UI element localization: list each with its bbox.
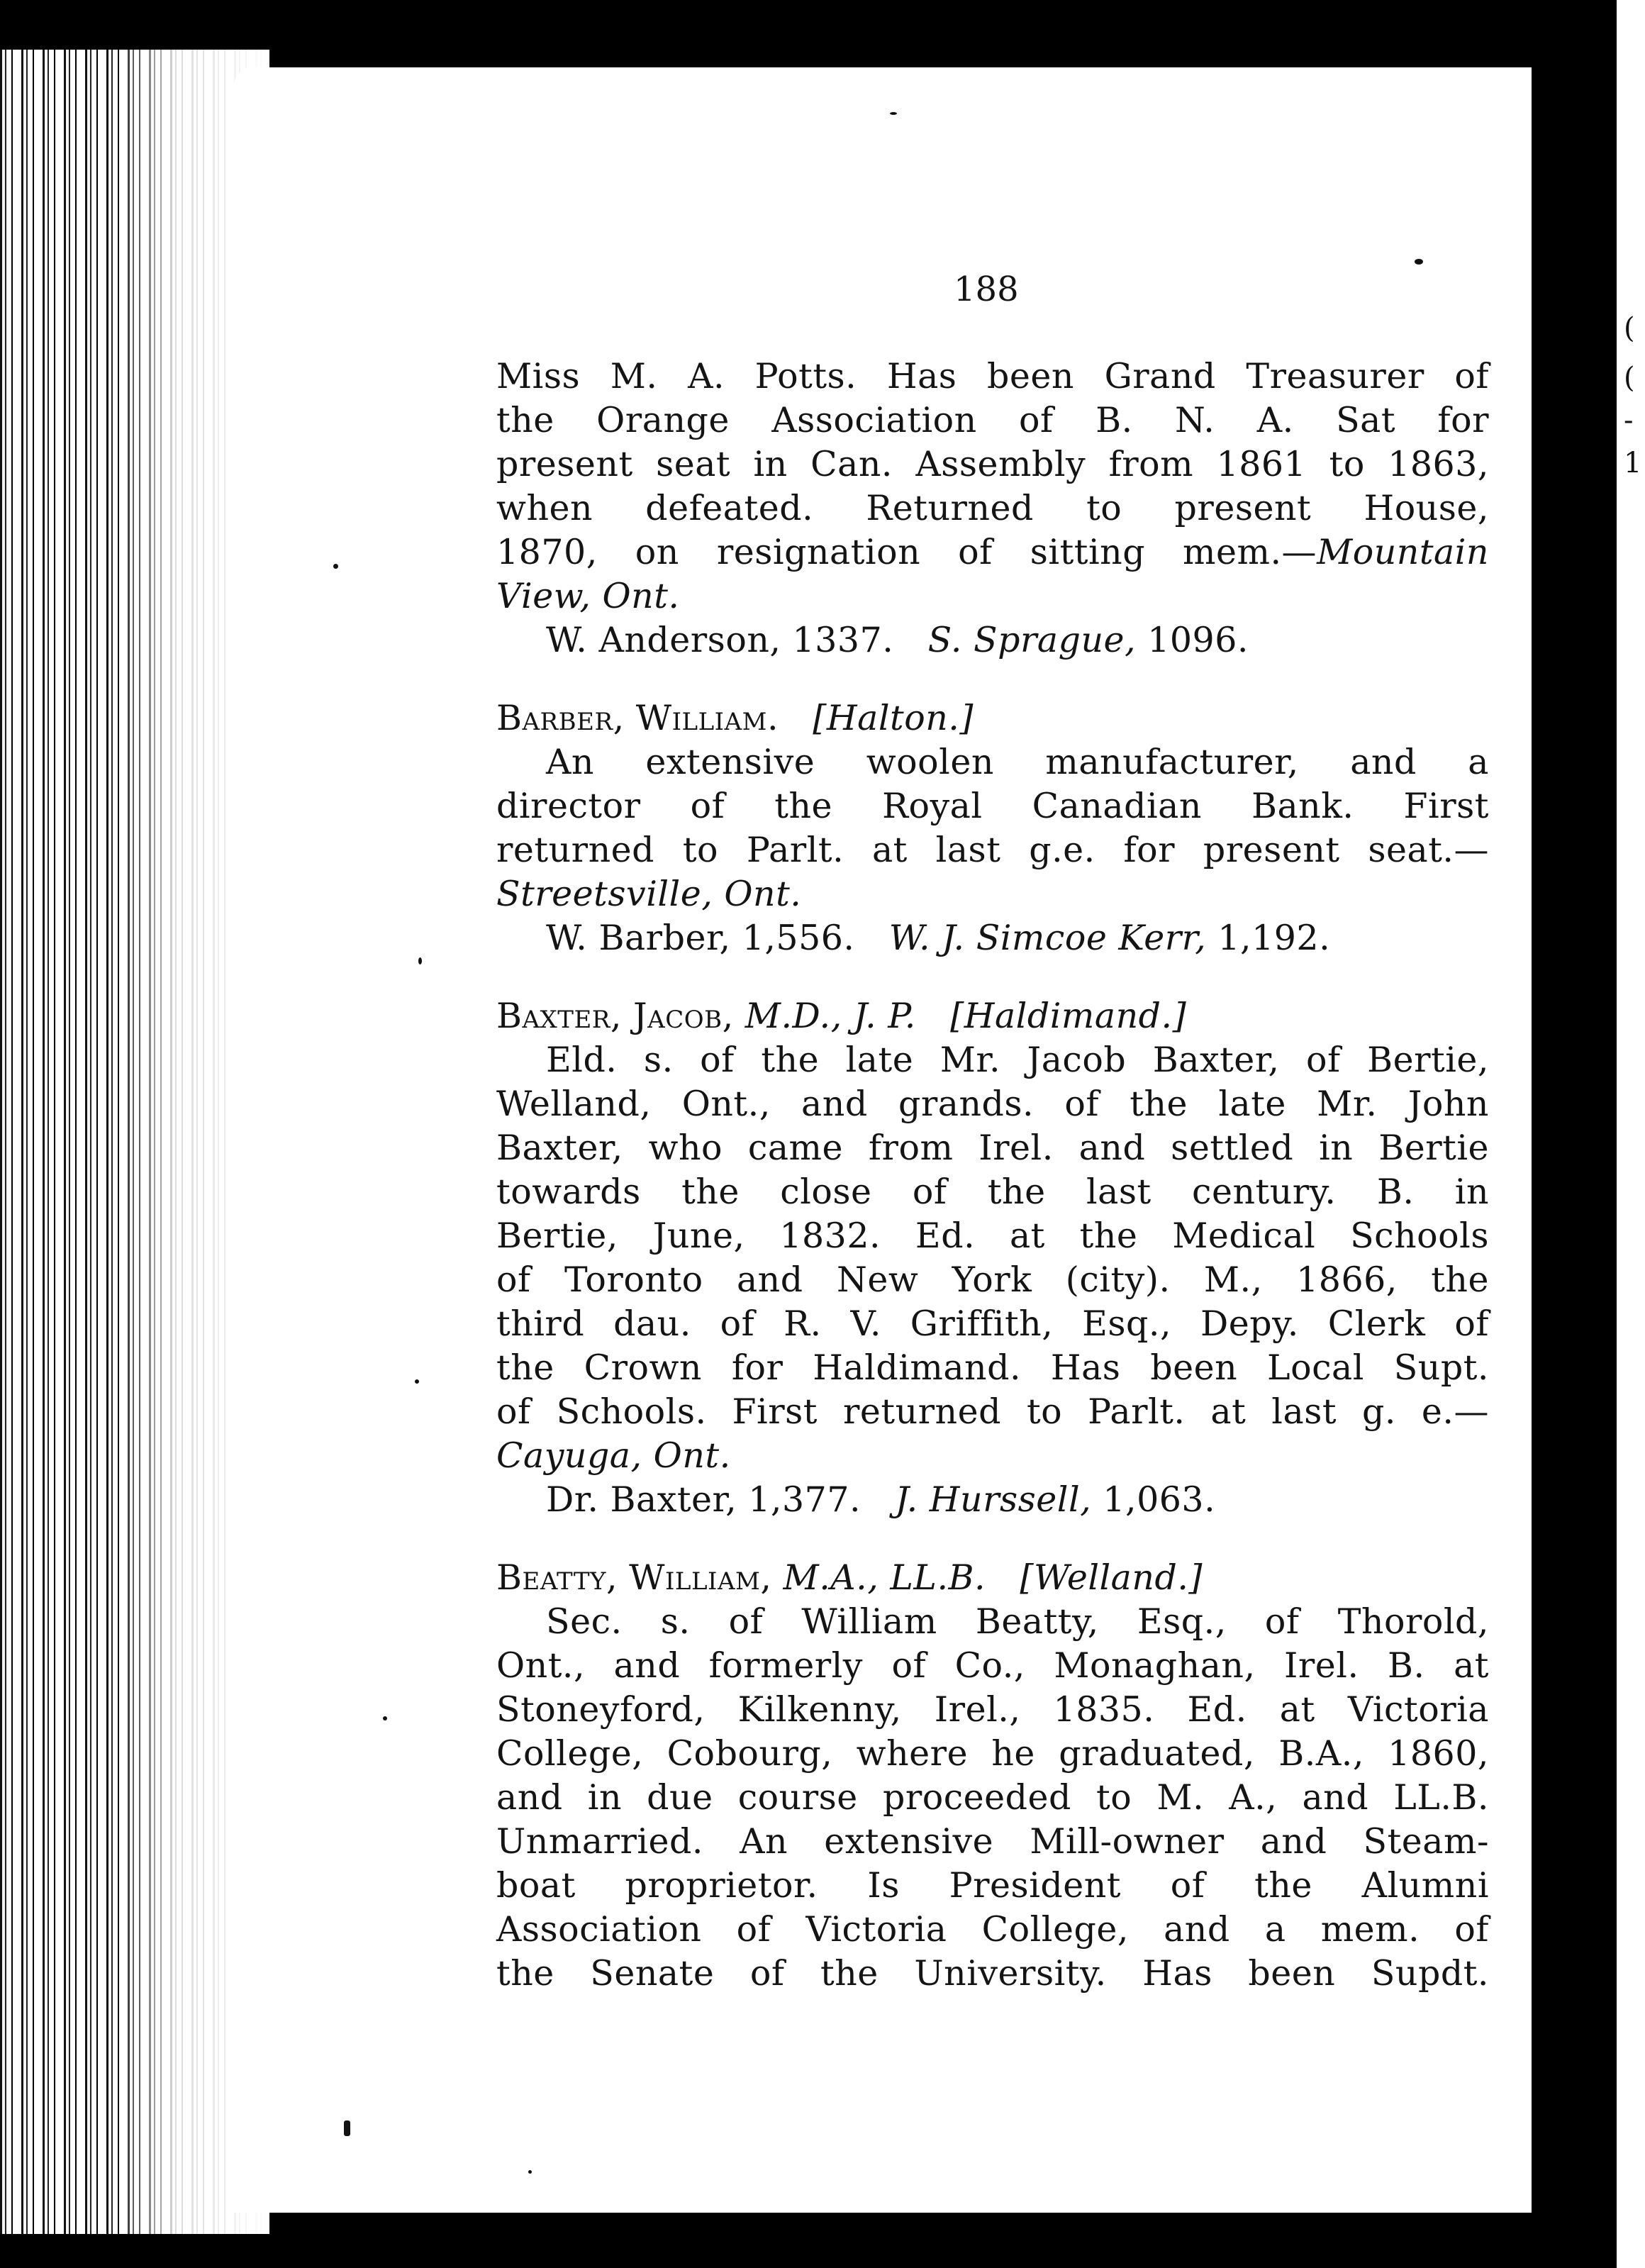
entry-surname: Baxter,	[496, 996, 622, 1036]
fragment-char: (	[1624, 362, 1635, 394]
text-line: Miss M. A. Potts. Has been Grand Treasurer of	[496, 356, 1489, 396]
vote-line	[496, 916, 1489, 960]
vote-winner: W. Anderson, 1337.	[546, 620, 894, 660]
text-line: Welland, Ont., and grands. of the late Mr. John	[496, 1084, 1489, 1124]
vote-loser: S. Sprague,	[927, 620, 1137, 660]
entry-surname: Barber,	[496, 698, 625, 738]
text-line: Eld. s. of the late Mr. Jacob Baxter, of Bertie,	[546, 1040, 1489, 1080]
entry-baxter	[496, 994, 1489, 1522]
entry-constituency: [Haldimand.]	[950, 996, 1187, 1036]
residence: Streetsville, Ont.	[496, 874, 802, 914]
fragment-char: 1	[1624, 447, 1642, 479]
entry-beatty	[496, 1556, 1489, 1996]
vote-winner: W. Barber, 1,556.	[546, 918, 855, 958]
entry-continuation	[496, 355, 1489, 662]
text-line: director of the Royal Canadian Bank. First	[496, 786, 1489, 826]
vote-loser-count: 1096.	[1147, 620, 1249, 660]
entry-given-name: William,	[629, 1557, 772, 1598]
vote-loser-count: 1,192.	[1217, 918, 1331, 958]
text-line: Bertie, June, 1832. Ed. at the Medical Schools	[496, 1216, 1489, 1256]
text-line: present seat in Can. Assembly from 1861 to 1863,	[496, 444, 1489, 484]
print-speck	[418, 957, 422, 965]
vote-line	[496, 618, 1489, 662]
vote-loser-count: 1,063.	[1103, 1479, 1216, 1520]
text-line: the Senate of the University. Has been Supdt.	[496, 1953, 1489, 1994]
entry-titles: M.A., LL.B.	[783, 1557, 986, 1598]
text-line: boat proprietor. Is President of the Alumni	[496, 1865, 1489, 1906]
text-line	[496, 574, 1489, 618]
text-line: Baxter, who came from Irel. and settled in Bertie	[496, 1128, 1489, 1168]
text-line: An extensive woolen manufacturer, and a	[546, 742, 1489, 782]
vote-line	[496, 1478, 1489, 1522]
print-speck	[415, 1379, 419, 1384]
print-speck	[890, 112, 897, 115]
text-line: Stoneyford, Kilkenny, Irel., 1835. Ed. at Victoria	[496, 1689, 1489, 1730]
text-fragment: 1870, on resignation of sitting mem.—	[496, 532, 1317, 572]
text-line: College, Cobourg, where he graduated, B.A., 1860,	[496, 1733, 1489, 1774]
print-speck	[528, 2170, 532, 2174]
entry-constituency: [Welland.]	[1020, 1557, 1203, 1598]
entry-constituency: [Halton.]	[813, 698, 974, 738]
entry-heading	[496, 1556, 1489, 1600]
text-line: of Toronto and New York (city). M., 1866, the	[496, 1260, 1489, 1300]
print-speck	[344, 2120, 350, 2136]
text-line: towards the close of the last century. B. in	[496, 1172, 1489, 1212]
text-line: third dau. of R. V. Griffith, Esq., Depy. Clerk of	[496, 1303, 1489, 1344]
vote-loser: J. Hurssell,	[895, 1479, 1092, 1520]
text-line: and in due course proceeded to M. A., and LL.B.	[496, 1777, 1489, 1818]
text-line: of Schools. First returned to Parlt. at last g. e.—	[496, 1391, 1489, 1432]
text-line: Sec. s. of William Beatty, Esq., of Thorold,	[546, 1601, 1489, 1642]
entry-heading	[496, 994, 1489, 1038]
page-edge-shadow	[113, 50, 269, 2234]
residence: Cayuga, Ont.	[496, 1435, 731, 1476]
entry-given-name: Jacob,	[633, 996, 734, 1036]
entry-titles: M.D., J. P.	[745, 996, 916, 1036]
entry-given-name: William.	[635, 698, 779, 738]
text-line: the Orange Association of B. N. A. Sat for	[496, 400, 1489, 440]
fragment-char: (	[1624, 312, 1635, 345]
residence: View, Ont.	[496, 576, 680, 616]
text-line: returned to Parlt. at last g.e. for present seat.—	[496, 830, 1489, 870]
page-body	[496, 355, 1489, 1996]
fragment-char: -	[1624, 404, 1634, 437]
vote-winner: Dr. Baxter, 1,377.	[546, 1479, 861, 1520]
text-line: Unmarried. An extensive Mill-owner and Steam-	[496, 1821, 1489, 1862]
residence: Mountain	[1317, 532, 1489, 572]
entry-surname: Beatty,	[496, 1557, 618, 1598]
vote-loser: W. J. Simcoe Kerr,	[888, 918, 1207, 958]
entry-barber	[496, 696, 1489, 960]
text-line: the Crown for Haldimand. Has been Local Supt.	[496, 1347, 1489, 1388]
page-number: 188	[954, 269, 1019, 309]
print-speck	[333, 564, 338, 569]
text-line: Association of Victoria College, and a mem. of	[496, 1909, 1489, 1950]
text-line: when defeated. Returned to present House,	[496, 488, 1489, 528]
print-speck	[383, 1716, 387, 1721]
text-line	[496, 530, 1489, 574]
gutter-shadow	[1560, 106, 1610, 2220]
entry-heading	[496, 696, 1489, 740]
text-line: Ont., and formerly of Co., Monaghan, Irel. B. at	[496, 1645, 1489, 1686]
print-speck	[1415, 259, 1423, 265]
